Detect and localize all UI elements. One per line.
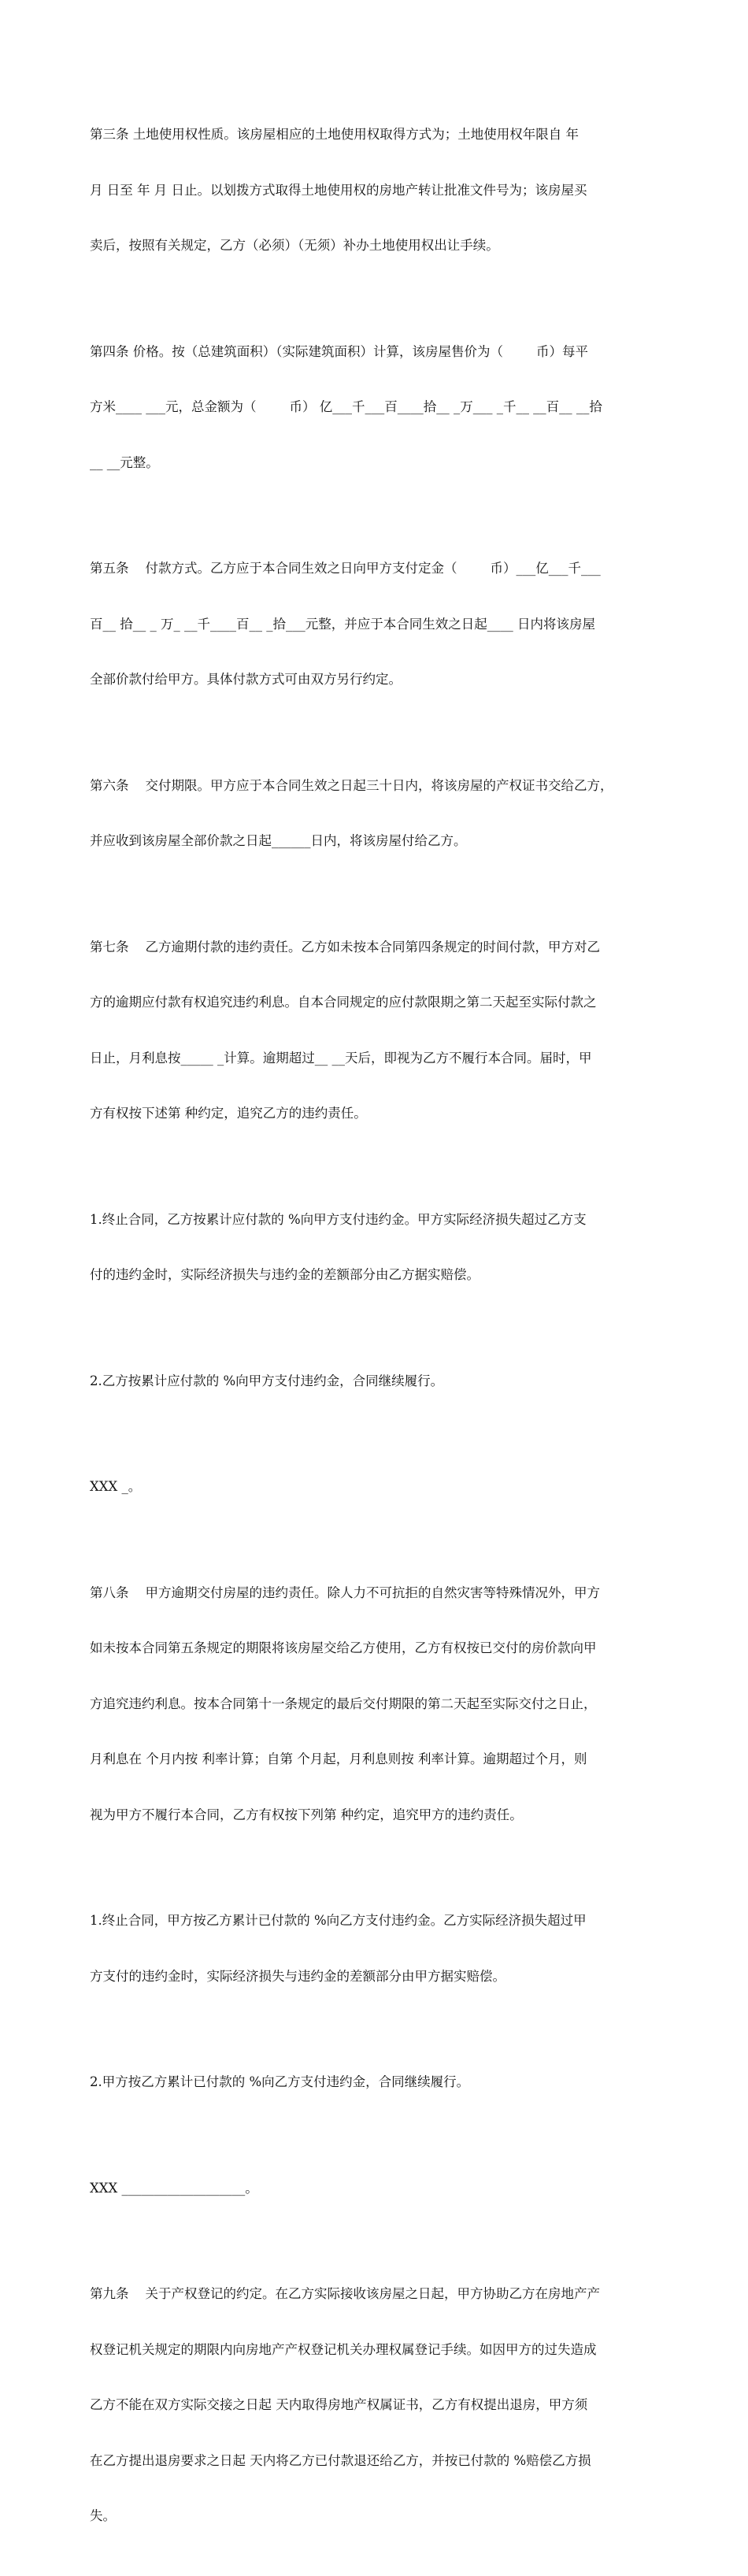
text-line: 全部价款付给甲方。具体付款方式可由双方另行约定。 (90, 672, 402, 687)
article-6-paragraph (90, 739, 658, 888)
text-line: 第四条 价格。按（总建筑面积）（实际建筑面积）计算，该房屋售价为（ 币）每平 (90, 343, 588, 359)
document-body (90, 88, 658, 2576)
text-line: 方的逾期应付款有权追究违约利息。自本合同规定的应付款限期之第二天起至实际付款之 (90, 995, 597, 1010)
text-line: 视为甲方不履行本合同，乙方有权按下列第 种约定，追究甲方的违约责任。 (90, 1807, 523, 1822)
text-line: 2.甲方按乙方累计已付款的 %向乙方支付违约金，合同继续履行。 (90, 2074, 470, 2089)
article-9-paragraph (90, 2248, 658, 2563)
text-line: 在乙方提出退房要求之日起 天内将乙方已付款退还给乙方，并按已付款的 %赔偿乙方损 (90, 2452, 591, 2468)
text-line: 方追究违约利息。按本合同第十一条规定的最后交付期限的第二天起至实际交付之日止， (90, 1696, 597, 1711)
article-8-option-other (90, 2142, 658, 2235)
text-line: 方有权按下述第 种约定，追究乙方的违约责任。 (90, 1106, 367, 1121)
text-line: 第五条 付款方式。乙方应于本合同生效之日向甲方支付定金（ 币）___亿___千___ (90, 561, 601, 576)
text-line: 百__ 拾__ _ 万_ __千____百__ _拾___元整，并应于本合同生效之日起____ 日内将该房屋 (90, 616, 595, 632)
text-line: 并应收到该房屋全部价款之日起______日内，将该房屋付给乙方。 (90, 833, 467, 848)
article-7-option-1 (90, 1173, 658, 1321)
article-5-paragraph (90, 522, 658, 726)
text-line: 月 日至 年 月 日止。以划拨方式取得土地使用权的房地产转让批准文件号为；该房屋买 (90, 182, 587, 198)
text-line: 2.乙方按累计应付款的 %向甲方支付违约金，合同继续履行。 (90, 1373, 444, 1388)
text-line: 第六条 交付期限。甲方应于本合同生效之日起三十日内，将该房屋的产权证书交给乙方， (90, 777, 613, 793)
article-8-option-2 (90, 2036, 658, 2129)
article-7-option-2 (90, 1335, 658, 1428)
article-3-paragraph (90, 88, 658, 292)
text-line: 第九条 关于产权登记的约定。在乙方实际接收该房屋之日起，甲方协助乙方在房地产产 (90, 2286, 600, 2301)
article-4-paragraph (90, 306, 658, 510)
text-line: 1.终止合同，甲方按乙方累计已付款的 %向乙方支付违约金。乙方实际经济损失超过甲 (90, 1913, 587, 1928)
text-line: 方支付的违约金时，实际经济损失与违约金的差额部分由甲方据实赔偿。 (90, 1968, 505, 1984)
text-line: 1.终止合同，乙方按累计应付款的 %向甲方支付违约金。甲方实际经济损失超过乙方支 (90, 1211, 587, 1227)
text-line: 卖后，按照有关规定，乙方（必须）（无须）补办土地使用权出让手续。 (90, 238, 499, 253)
text-line: 失。 (90, 2508, 116, 2523)
article-8-paragraph (90, 1547, 658, 1862)
text-line: 日止，月利息按_____ _计算。逾期超过__ __天后，即视为乙方不履行本合同。届时，甲 (90, 1050, 592, 1066)
text-line: __ __元整。 (90, 454, 159, 470)
text-line: 乙方不能在双方实际交接之日起 天内取得房地产权属证书，乙方有权提出退房，甲方须 (90, 2397, 588, 2412)
article-7-paragraph (90, 901, 658, 1160)
text-line: XXX ___________________。 (90, 2180, 258, 2196)
article-7-option-other (90, 1440, 658, 1533)
text-line: 方米____ ___元，总金额为（ 币） 亿___千___百____拾__ _万___ _千__ __百__ __拾 (90, 399, 602, 414)
text-line: 第八条 甲方逾期交付房屋的违约责任。除人力不可抗拒的自然灾害等特殊情况外，甲方 (90, 1585, 600, 1600)
article-8-option-1 (90, 1874, 658, 2022)
text-line: 权登记机关规定的期限内向房地产产权登记机关办理权属登记手续。如因甲方的过失造成 (90, 2341, 597, 2357)
text-line: 第七条 乙方逾期付款的违约责任。乙方如未按本合同第四条规定的时间付款，甲方对乙 (90, 939, 600, 954)
text-line: 月利息在 个月内按 利率计算；自第 个月起，月利息则按 利率计算。逾期超过个月，则 (90, 1751, 587, 1766)
text-line: 付的违约金时，实际经济损失与违约金的差额部分由乙方据实赔偿。 (90, 1267, 480, 1282)
text-line: 如未按本合同第五条规定的期限将该房屋交给乙方使用，乙方有权按已交付的房价款向甲 (90, 1640, 597, 1655)
text-line: XXX _。 (90, 1479, 142, 1494)
text-line: 第三条 土地使用权性质。该房屋相应的土地使用权取得方式为；土地使用权年限自 年 (90, 127, 579, 142)
